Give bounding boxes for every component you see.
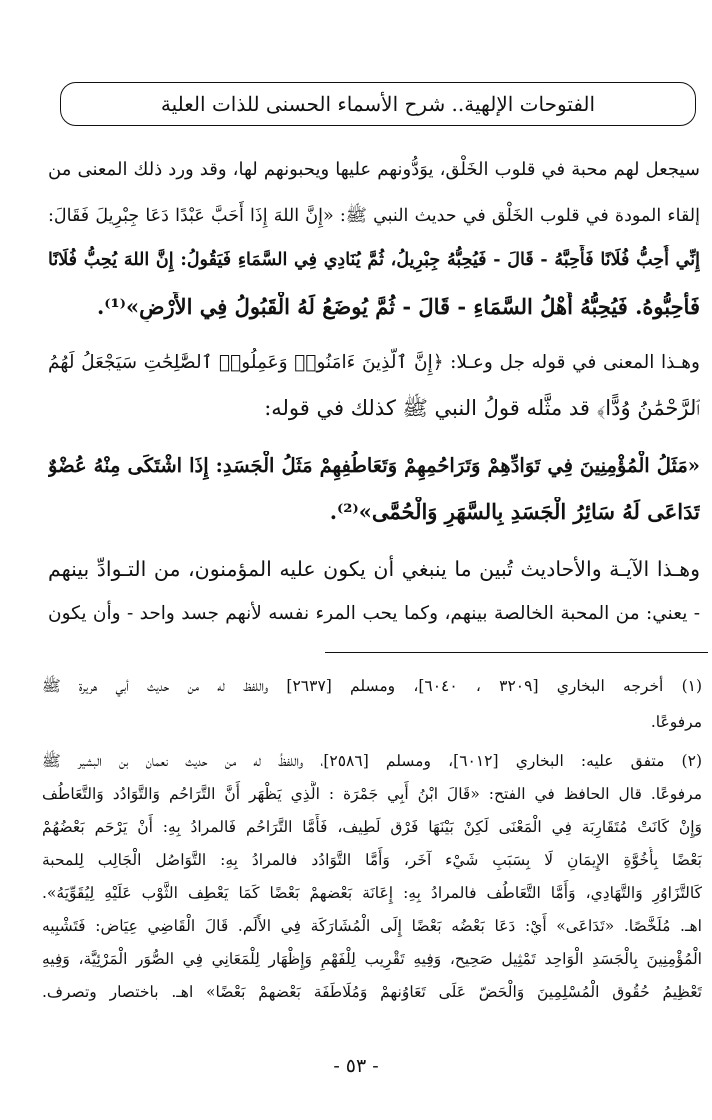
footnote-line: كَالتَّزَاوُرِ وَالتَّهَادِي، وَأَمَّا التَّعَاطُف فالمرادُ بِهِ: إِعَانَة بَعْضهمْ بَعْضًا كَمَا يَعْطِف الثَّوْب عَلَيْهِ لِيُقَوِّيَهُ». (42, 884, 702, 902)
footnote-line: الْمُؤْمِنِينَ بِالْجَسَدِ الْوَاحِد تَمْثِيل صَحِيح، وَفِيهِ تَقْرِيب لِلْفَهْمِ وَإِظْهَار لِلْمَعَانِي فِي الصُّوَر الْمَرْئِيَّة، وَفِيهِ (42, 950, 702, 968)
footnote-line: مرفوعًا. قال الحافظ في الفتح: «قَالَ ابْنُ أَبِي جَمْرَة : الَّذِي يَظْهَر أَنَّ التَّرَاحُم وَالتَّوَادُد وَالتَّعَاطُف (42, 785, 702, 803)
footnote-line: مرفوعًا. (650, 713, 702, 731)
footnote-divider (325, 652, 708, 653)
body-line: تَدَاعَى لَهُ سَائِرُ الْجَسَدِ بِالسَّهَرِ وَالْحُمَّى»⁽²⁾. (329, 499, 700, 524)
footnote-line: وَإِنْ كَانَتْ مُتَقَارِبَة فِي الْمَعْنَى لَكِنْ بَيْنَهَا فَرْق لَطِيف، فَأَمَّا التَّرَاحُم فَالمرادُ بِهِ: أَنْ يَرْحَم بَعْضُهُمْ (42, 818, 702, 836)
footnote-line: (٢) متفق عليه: البخاري [٦٠١٢]، ومسلم [٢٥٨٦]، واللفظُ له من حديث نعمان بن البشير ﷺ (42, 752, 702, 770)
body-line: سيجعل لهم محبة في قلوب الخَلْق، يوَدُّونهم عليها ويحبونهم لها، وقد ورد ذلك المعنى من (48, 159, 700, 180)
footnote-line: بَعْضًا بِأُخُوَّةِ الإِيمَانِ لَا بِسَبَبِ شَيْء آخَر، وَأَمَّا التَّوَادُد فالمرادُ بِهِ: التَّوَاصُل الْجَالِب لِلمحبة (42, 851, 702, 869)
body-line: وهـذا المعنى في قوله جل وعـلا: ﴿إِنَّ ٱلَّذِينَ ءَامَنُوا۟ وَعَمِلُوا۟ ٱلصَّٰلِحَٰتِ سَيَجْعَلُ لَهُمُ (48, 352, 700, 373)
footnote-line: (١) أخرجه البخاري [٣٢٠٩ ، ٦٠٤٠]، ومسلم [٢٦٣٧] واللفظ له من حديث أبي هريرة ﷺ (42, 677, 702, 695)
body-line: «مَثَلُ الْمُؤْمِنِينَ فِي تَوَادِّهِمْ وَتَرَاحُمِهِمْ وَتَعَاطُفِهِمْ مَثَلُ الْجَسَدِ: إِذَا اشْتَكَى مِنْهُ عُضْوٌ (48, 454, 700, 477)
body-line: فَأَحِبُّوهُ. فَيُحِبُّهُ أَهْلُ السَّمَاءِ - قَالَ - ثُمَّ يُوضَعُ لَهُ الْقَبُولُ فِي الأَرْضِ»⁽¹⁾. (96, 294, 700, 319)
body-line: وهـذا الآيـة والأحاديث تُبين ما ينبغي أن يكون عليه المؤمنون، من التـوادِّ بينهم (48, 557, 700, 581)
header-title: الفتوحات الإلهية.. شرح الأسماء الحسنى للذات العلية (160, 92, 596, 116)
body-line: ٱلرَّحْمَٰنُ وُدًّا﴾ قد مثَّله قولُ النبي ﷺ كذلك في قوله: (264, 396, 700, 420)
body-line: إلقاء المودة في قلوب الخَلْق في حديث النبي ﷺ: «إِنَّ اللهَ إِذَا أَحَبَّ عَبْدًا دَعَا جِبْرِيلَ فَقَالَ: (48, 206, 700, 226)
body-line: إِنِّي أُحِبُّ فُلَانًا فَأَحِبَّهُ - قَالَ - فَيُحِبُّهُ جِبْرِيلُ، ثُمَّ يُنَادِي فِي السَّمَاءِ فَيَقُولُ: إِنَّ اللهَ يُحِبُّ فُلَانًا (48, 250, 700, 270)
body-line: - يعني: من المحبة الخالصة بينهم، وكما يحب المرء نفسه لأنهم جسد واحد - وأن يكون (48, 603, 700, 624)
footnote-line: اهـ. مُلَخَّصًا. «تَدَاعَى» أَيْ: دَعَا بَعْضُه بَعْضًا إِلَى الْمُشَارَكَة فِي الأَلَم. قَالَ الْقَاضِي عِيَاض: فَتَشْبِيه (42, 917, 702, 935)
page-number: - ٥٣ - (333, 1055, 379, 1077)
footnote-line: تَعْظِيمُ حُقُوق الْمُسْلِمِينَ وَالْحَضّ عَلَى تَعَاوُنهمْ وَمُلَاطَفَة بَعْضهمْ بَعْضًا» اهـ. باختصار وتصرف. (42, 983, 702, 1001)
running-header (60, 82, 696, 126)
